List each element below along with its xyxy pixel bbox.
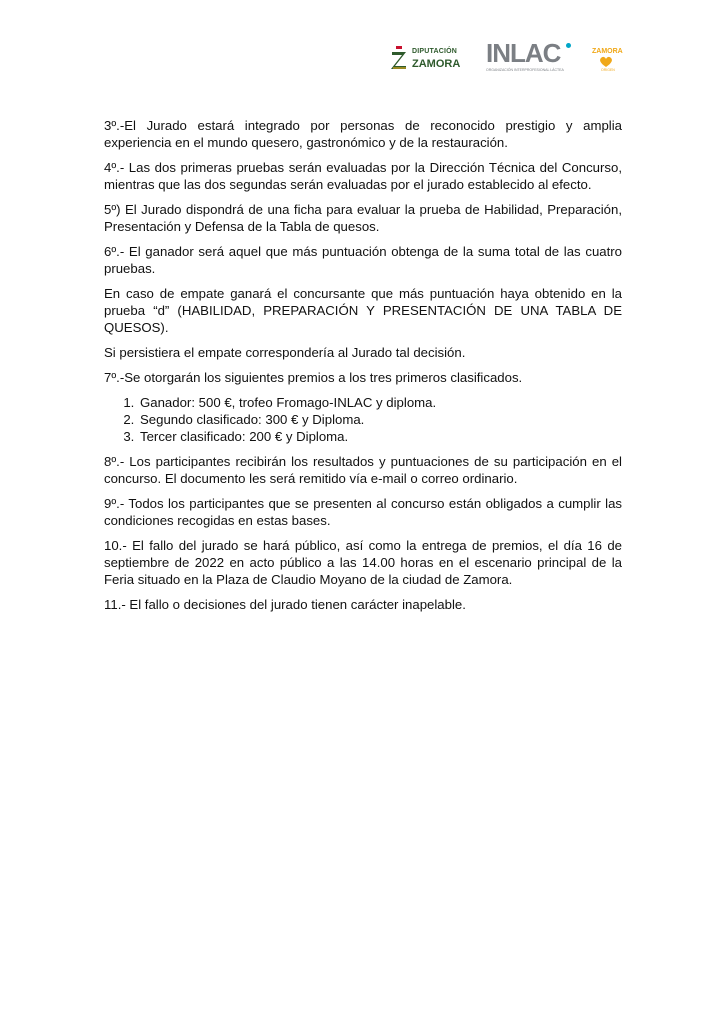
zamora-label: ZAMORA (412, 58, 461, 70)
header-logos (390, 40, 630, 76)
paragraph-9: 9º.- Todos los participantes que se presenten al concurso están obligados a cumplir las condiciones recogidas en estas bases. (104, 496, 622, 528)
paragraph-3: 3º.-El Jurado estará integrado por personas de reconocido prestigio y amplia experiencia en el mundo quesero, gastronómico y de la restauración. (104, 118, 622, 150)
paragraph-11: 11.- El fallo o decisiones del jurado tienen carácter inapelable. (104, 597, 466, 612)
diputacion-label: DIPUTACIÓN (412, 48, 458, 55)
paragraph-6-persist: Si persistiera el empate correspondería al Jurado tal decisión. (104, 345, 466, 360)
paragraph-6-tiebreak: En caso de empate ganará el concursante que más puntuación haya obtenido en la prueba “d” (HABILIDAD, PREPARACIÓN Y PRESENTACIÓN DE UNA TABLA DE QUESOS). (104, 286, 622, 335)
inlac-logo (486, 40, 570, 76)
paragraph-4: 4º.- Las dos primeras pruebas serán evaluadas por la Dirección Técnica del Concurso, mientras que las dos segundas serán evaluadas por el jurado establecido al efecto. (104, 160, 622, 192)
zamora-origen-logo (592, 42, 624, 74)
zamora-origen-label: ZAMORA (592, 48, 623, 55)
list-item: 1. Ganador: 500 €, trofeo Fromago-INLAC y diploma. (138, 394, 622, 411)
paragraph-5: 5º) El Jurado dispondrá de una ficha para evaluar la prueba de Habilidad, Preparación, Presentación y Defensa de la Tabla de quesos. (104, 202, 622, 234)
paragraph-8: 8º.- Los participantes recibirán los resultados y puntuaciones de su participación en el concurso. El documento les será remitido vía e-mail o correo ordinario. (104, 454, 622, 486)
zamora-origen-sub: ORIGEN (601, 68, 615, 72)
diputacion-z-icon (390, 46, 408, 72)
inlac-label: INLAC (486, 38, 561, 68)
prize-list (104, 394, 622, 445)
inlac-subtitle: ORGANIZACIÓN INTERPROFESIONAL LÁCTEA (486, 68, 564, 72)
paragraph-10: 10.- El fallo del jurado se hará público, así como la entrega de premios, el día 16 de septiembre de 2022 en acto público a las 14.00 horas en el escenario principal de la Feria situado en la Plaza de Claudio Moyano de la ciudad de Zamora. (104, 538, 622, 587)
diputacion-zamora-logo (390, 42, 480, 74)
list-item: 2. Segundo clasificado: 300 € y Diploma. (138, 411, 622, 428)
heart-icon (599, 56, 613, 68)
list-item: 3. Tercer clasificado: 200 € y Diploma. (138, 428, 622, 445)
paragraph-6: 6º.- El ganador será aquel que más puntuación obtenga de la suma total de las cuatro pruebas. (104, 244, 622, 276)
paragraph-7: 7º.-Se otorgarán los siguientes premios a los tres primeros clasificados. (104, 370, 523, 385)
document-body (104, 117, 622, 621)
inlac-dot-icon (566, 43, 571, 48)
